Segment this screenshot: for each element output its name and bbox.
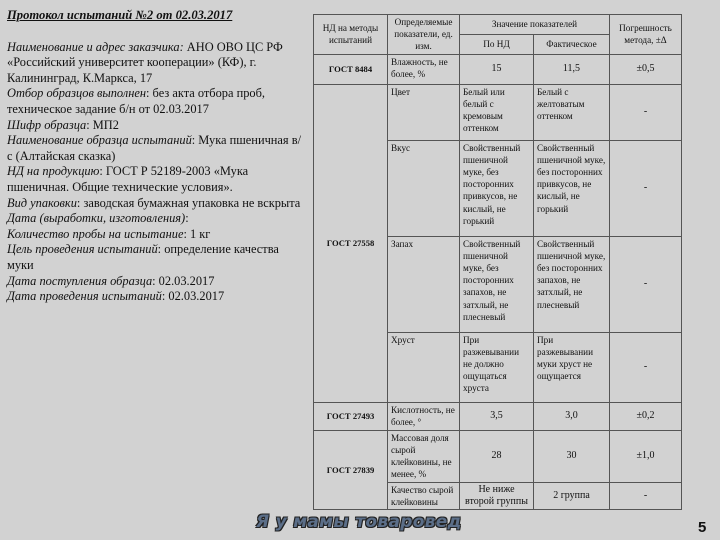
protocol-title: Протокол испытаний №2 от 02.03.2017	[7, 8, 233, 22]
norm-cell: 28	[460, 430, 534, 482]
header-indicator: Определяемые показатели, ед. изм.	[388, 15, 460, 55]
error-cell: ±0,5	[610, 54, 682, 84]
norm-cell: 15	[460, 54, 534, 84]
fact-cell: При разжевывании муки хруст не ощущается	[534, 332, 610, 402]
footer-slogan: Я у мамы товаровед	[256, 512, 462, 532]
header-values: Значение показателей	[460, 15, 610, 35]
indicator-cell: Влажность, не более, %	[388, 54, 460, 84]
indicator-cell: Кислотность, не более, °	[388, 402, 460, 430]
fact-cell: Свойственный пшеничной муке, без посторонних запахов, не затхлый, не плесневый	[534, 236, 610, 332]
protocol-block	[7, 8, 305, 305]
gost-cell: ГОСТ 27493	[314, 402, 388, 430]
header-error: Погрешность метода, ±Δ	[610, 15, 682, 55]
indicator-cell: Хруст	[388, 332, 460, 402]
sample-code-line: Шифр образца: МП2	[7, 117, 119, 132]
error-cell: ±0,2	[610, 402, 682, 430]
error-cell: -	[610, 332, 682, 402]
sampling-line: Отбор образцов выполнен: без акта отбора проб, техническое задание б/н от 02.03.2017	[7, 86, 266, 116]
test-date-line: Дата проведения испытаний: 02.03.2017	[7, 289, 225, 304]
purpose-line: Цель проведения испытаний: определение качества муки	[7, 242, 279, 272]
norm-cell: 3,5	[460, 402, 534, 430]
page-number: 5	[698, 519, 707, 536]
gost-cell: ГОСТ 8484	[314, 54, 388, 84]
table-row	[314, 402, 682, 430]
indicator-cell: Цвет	[388, 84, 460, 140]
fact-cell: 30	[534, 430, 610, 482]
production-date-line: Дата (выработки, изготовления):	[7, 211, 189, 226]
table-row	[314, 430, 682, 482]
package-line: Вид упаковки: заводская бумажная упаковка не вскрыта	[7, 195, 301, 210]
gost-cell: ГОСТ 27558	[314, 84, 388, 402]
norm-cell: Свойственный пшеничной муке, без посторонних привкусов, не кислый, не горький	[460, 140, 534, 236]
error-cell: -	[610, 140, 682, 236]
product-nd-line: НД на продукцию: ГОСТ Р 52189-2003 «Мука пшеничная. Общие технические условия».	[7, 164, 249, 194]
fact-cell: Свойственный пшеничной муке, без посторонних привкусов, не кислый, не горький	[534, 140, 610, 236]
indicator-cell: Вкус	[388, 140, 460, 236]
fact-cell: 2 группа	[534, 482, 610, 509]
error-cell: -	[610, 482, 682, 509]
customer-line: Наименование и адрес заказчика: АНО ОВО ЦС РФ «Российский университет кооперации» (КФ), г. Калининград, К.Маркса, 17	[7, 39, 283, 85]
header-norm: По НД	[460, 34, 534, 54]
fact-cell: 3,0	[534, 402, 610, 430]
error-cell: -	[610, 84, 682, 140]
norm-cell: Не ниже второй группы	[460, 482, 534, 509]
error-cell: ±1,0	[610, 430, 682, 482]
gost-cell: ГОСТ 27839	[314, 430, 388, 509]
sample-name-line: Наименование образца испытаний: Мука пшеничная в/с (Алтайская сказка)	[7, 133, 302, 163]
header-fact: Фактическое	[534, 34, 610, 54]
fact-cell: 11,5	[534, 54, 610, 84]
norm-cell: При разжевывании не должно ощущаться хруста	[460, 332, 534, 402]
norm-cell: Белый или белый с кремовым оттенком	[460, 84, 534, 140]
norm-cell: Свойственный пшеничной муке, без посторонних запахов, не затхлый, не плесневый	[460, 236, 534, 332]
results-table	[313, 14, 682, 510]
header-row	[314, 15, 682, 35]
fact-cell: Белый с желтоватым оттенком	[534, 84, 610, 140]
indicator-cell: Массовая доля сырой клейковины, не менее, %	[388, 430, 460, 482]
receipt-date-line: Дата поступления образца: 02.03.2017	[7, 273, 215, 288]
indicator-cell: Запах	[388, 236, 460, 332]
table-row	[314, 84, 682, 140]
header-nd: НД на методы испытаний	[314, 15, 388, 55]
indicator-cell: Качество сырой клейковины	[388, 482, 460, 509]
table-row	[314, 54, 682, 84]
sample-amount-line: Количество пробы на испытание: 1 кг	[7, 226, 211, 241]
error-cell: -	[610, 236, 682, 332]
